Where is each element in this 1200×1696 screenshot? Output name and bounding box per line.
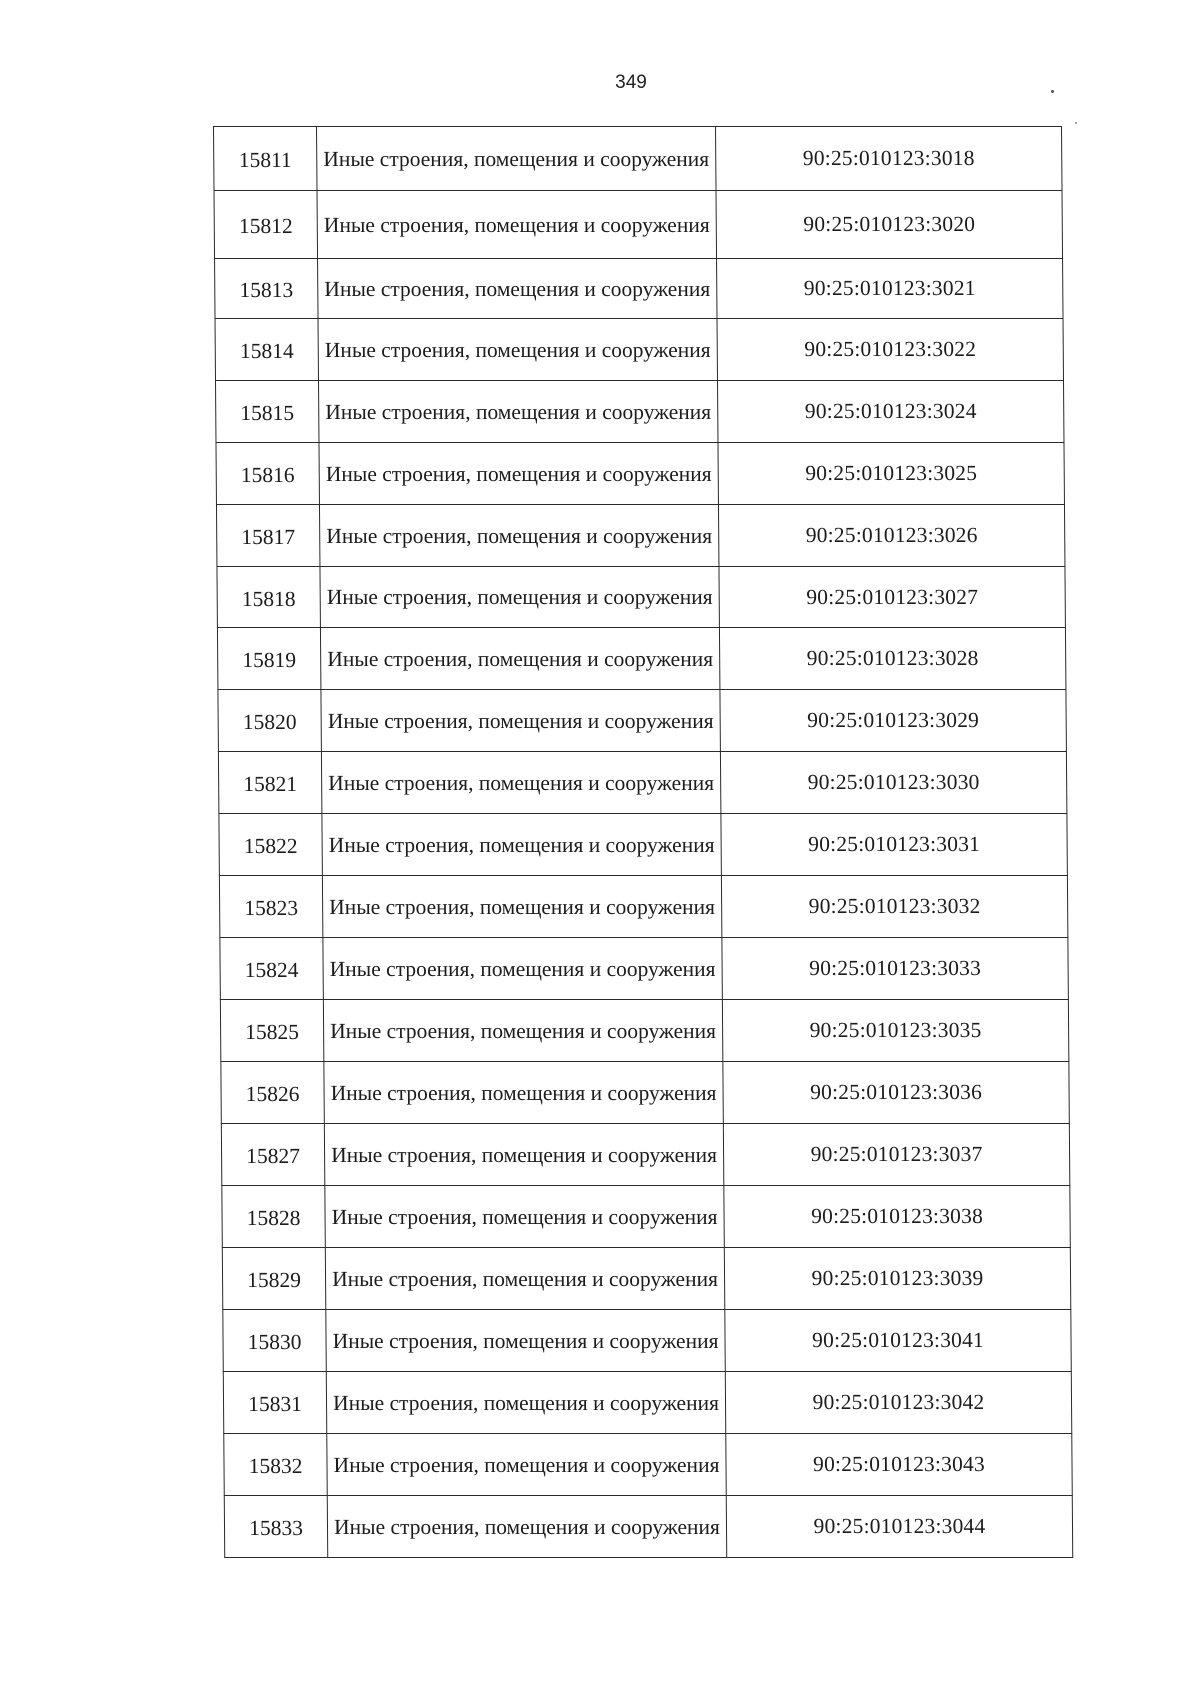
row-description-cell: Иные строения, помещения и сооружения (318, 381, 717, 443)
row-id-cell: 15817 (216, 505, 319, 567)
row-cadastral-cell: 90:25:010123:3024 (717, 381, 1063, 443)
row-id-cell: 15821 (218, 752, 321, 814)
row-id-cell: 15828 (222, 1186, 325, 1248)
row-cadastral-cell: 90:25:010123:3025 (718, 443, 1064, 505)
row-description-cell: Иные строения, помещения и сооружения (321, 752, 720, 814)
table-row (215, 319, 1063, 381)
row-cadastral-cell: 90:25:010123:3032 (721, 876, 1067, 938)
row-id-cell: 15814 (215, 319, 318, 381)
record-table-container (213, 126, 1073, 1558)
row-cadastral-cell: 90:25:010123:3042 (725, 1372, 1071, 1434)
row-cadastral-cell: 90:25:010123:3041 (725, 1310, 1071, 1372)
row-id-cell: 15833 (224, 1496, 327, 1558)
page-number: 349 (615, 72, 647, 93)
row-cadastral-cell: 90:25:010123:3020 (716, 191, 1063, 259)
table-row (221, 1124, 1069, 1186)
row-description-cell: Иные строения, помещения и сооружения (317, 191, 717, 259)
table-row (218, 690, 1066, 752)
row-id-cell: 15818 (217, 567, 320, 628)
row-description-cell: Иные строения, помещения и сооружения (325, 1186, 724, 1248)
table-row (217, 567, 1065, 628)
row-description-cell: Иные строения, помещения и сооружения (321, 690, 720, 752)
row-cadastral-cell: 90:25:010123:3044 (726, 1496, 1072, 1558)
row-description-cell: Иные строения, помещения и сооружения (327, 1434, 726, 1496)
row-description-cell: Иные строения, помещения и сооружения (326, 1372, 725, 1434)
table-row (221, 1062, 1069, 1124)
row-cadastral-cell: 90:25:010123:3029 (720, 690, 1066, 752)
row-description-cell: Иные строения, помещения и сооружения (327, 1496, 726, 1558)
row-id-cell: 15815 (215, 381, 318, 443)
table-row (215, 381, 1063, 443)
row-description-cell: Иные строения, помещения и сооружения (324, 1124, 723, 1186)
row-id-cell: 15811 (214, 127, 318, 191)
row-description-cell: Иные строения, помещения и сооружения (323, 1000, 722, 1062)
row-cadastral-cell: 90:25:010123:3028 (719, 628, 1065, 690)
table-row (220, 938, 1068, 1000)
row-description-cell: Иные строения, помещения и сооружения (322, 814, 721, 876)
table-row (219, 814, 1067, 876)
table-row (224, 1434, 1072, 1496)
row-cadastral-cell: 90:25:010123:3027 (719, 567, 1065, 628)
row-id-cell: 15832 (224, 1434, 327, 1496)
row-id-cell: 15812 (214, 191, 318, 259)
table-row (223, 1372, 1071, 1434)
row-id-cell: 15822 (219, 814, 322, 876)
row-id-cell: 15820 (218, 690, 321, 752)
row-description-cell: Иные строения, помещения и сооружения (318, 319, 717, 381)
table-row (214, 191, 1063, 259)
row-cadastral-cell: 90:25:010123:3033 (722, 938, 1068, 1000)
row-id-cell: 15831 (223, 1372, 326, 1434)
row-description-cell: Иные строения, помещения и сооружения (320, 567, 719, 628)
row-id-cell: 15813 (215, 259, 318, 319)
table-row (214, 127, 1063, 191)
table-row (220, 1000, 1068, 1062)
table-row (218, 752, 1066, 814)
row-description-cell: Иные строения, помещения и сооружения (320, 628, 719, 690)
row-id-cell: 15819 (217, 628, 320, 690)
table-row (217, 628, 1065, 690)
record-table (213, 126, 1073, 1558)
row-description-cell: Иные строения, помещения и сооружения (318, 259, 717, 319)
table-row (224, 1496, 1072, 1558)
row-cadastral-cell: 90:25:010123:3035 (722, 1000, 1068, 1062)
table-row (223, 1310, 1071, 1372)
row-cadastral-cell: 90:25:010123:3037 (723, 1124, 1069, 1186)
scan-speck (1075, 122, 1077, 124)
row-cadastral-cell: 90:25:010123:3043 (726, 1434, 1072, 1496)
row-id-cell: 15829 (222, 1248, 325, 1310)
table-row (215, 259, 1063, 319)
row-id-cell: 15825 (220, 1000, 323, 1062)
row-cadastral-cell: 90:25:010123:3039 (724, 1248, 1070, 1310)
row-description-cell: Иные строения, помещения и сооружения (319, 443, 718, 505)
row-id-cell: 15830 (223, 1310, 326, 1372)
scan-speck (1051, 90, 1054, 93)
row-cadastral-cell: 90:25:010123:3018 (716, 127, 1063, 191)
table-row (219, 876, 1067, 938)
row-cadastral-cell: 90:25:010123:3022 (717, 319, 1063, 381)
row-description-cell: Иные строения, помещения и сооружения (322, 876, 721, 938)
table-row (222, 1248, 1070, 1310)
row-description-cell: Иные строения, помещения и сооружения (319, 505, 718, 567)
row-id-cell: 15826 (221, 1062, 324, 1124)
row-description-cell: Иные строения, помещения и сооружения (326, 1310, 725, 1372)
row-cadastral-cell: 90:25:010123:3038 (724, 1186, 1070, 1248)
row-id-cell: 15827 (221, 1124, 324, 1186)
row-description-cell: Иные строения, помещения и сооружения (324, 1062, 723, 1124)
row-cadastral-cell: 90:25:010123:3030 (720, 752, 1066, 814)
record-table-body (214, 127, 1073, 1558)
table-row (216, 443, 1064, 505)
row-description-cell: Иные строения, помещения и сооружения (323, 938, 722, 1000)
row-cadastral-cell: 90:25:010123:3026 (718, 505, 1064, 567)
row-description-cell: Иные строения, помещения и сооружения (317, 127, 717, 191)
row-id-cell: 15816 (216, 443, 319, 505)
row-id-cell: 15824 (220, 938, 323, 1000)
table-row (222, 1186, 1070, 1248)
row-description-cell: Иные строения, помещения и сооружения (325, 1248, 724, 1310)
table-row (216, 505, 1064, 567)
row-cadastral-cell: 90:25:010123:3021 (717, 259, 1063, 319)
row-cadastral-cell: 90:25:010123:3031 (721, 814, 1067, 876)
row-cadastral-cell: 90:25:010123:3036 (723, 1062, 1069, 1124)
row-id-cell: 15823 (219, 876, 322, 938)
